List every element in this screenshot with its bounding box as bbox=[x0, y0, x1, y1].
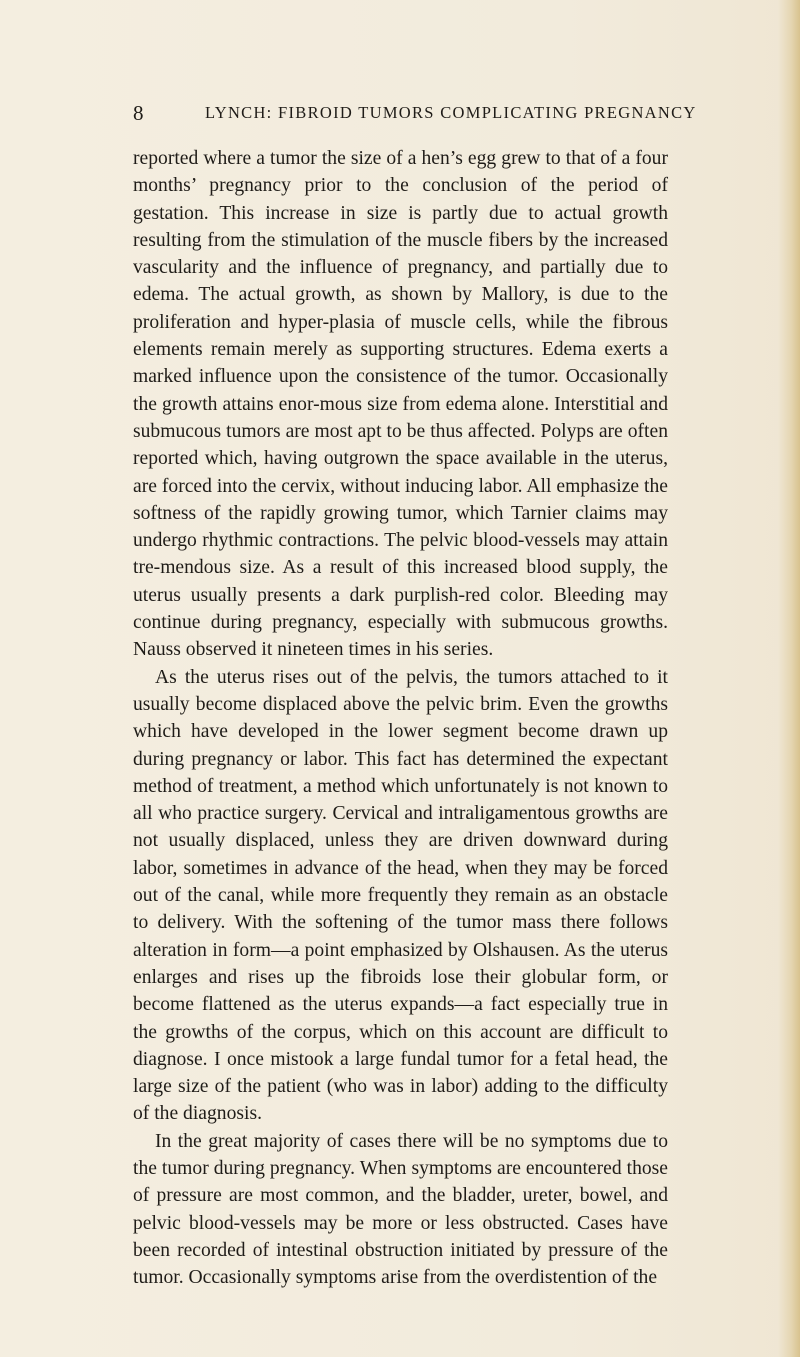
page-header bbox=[133, 101, 697, 131]
paragraph-2: As the uterus rises out of the pelvis, the tumors attached to it usually become displaced above the pelvic brim. Even the growths which have developed in the lower segment become drawn up during pregnancy or labor. This fact has determined the expectant method of treatment, a method which unfortunately is not known to all who practice surgery. Cervical and intraligamentous growths are not usually displaced, unless they are driven downward during labor, sometimes in advance of the head, when they may be forced out of the canal, while more frequently they remain as an obstacle to delivery. With the softening of the tumor mass there follows alteration in form—a point emphasized by Olshausen. As the uterus enlarges and rises up the fibroids lose their globular form, or become flattened as the uterus expands—a fact especially true in the growths of the corpus, which on this account are difficult to diagnose. I once mistook a large fundal tumor for a fetal head, the large size of the patient (who was in labor) adding to the difficulty of the diagnosis. bbox=[133, 666, 668, 1125]
paragraph-1: reported where a tumor the size of a hen’s egg grew to that of a four months’ pregnancy prior to the conclusion of the period of gestation. This increase in size is partly due to actual growth resulting from the stimulation of the muscle fibers by the increased vascularity and the influence of pregnancy, and partially due to edema. The actual growth, as shown by Mallory, is due to the proliferation and hyper-plasia of muscle cells, while the fibrous elements remain merely as supporting structures. Edema exerts a marked influence upon the consistence of the tumor. Occasionally the growth attains enor-mous size from edema alone. Interstitial and submucous tumors are most apt to be thus affected. Polyps are often reported which, having outgrown the space available in the uterus, are forced into the cervix, without inducing labor. All emphasize the softness of the rapidly growing tumor, which Tarnier claims may undergo rhythmic contractions. The pelvic blood-vessels may attain tre-mendous size. As a result of this increased blood supply, the uterus usually presents a dark purplish-red color. Bleeding may continue during pregnancy, especially with submucous growths. Nauss observed it nineteen times in his series. bbox=[133, 148, 668, 661]
body-text bbox=[133, 145, 668, 1291]
running-head: LYNCH: FIBROID TUMORS COMPLICATING PREGNANCY bbox=[205, 103, 697, 122]
page-number: 8 bbox=[133, 101, 144, 125]
paragraph-3: In the great majority of cases there will be no symptoms due to the tumor during pregnancy. When symptoms are encountered those of pressure are most common, and the bladder, ureter, bowel, and pelvic blood-vessels may be more or less obstructed. Cases have been recorded of intestinal obstruction initiated by pressure of the tumor. Occasionally symptoms arise from the overdistention of the bbox=[133, 1130, 668, 1289]
page-edge-shadow bbox=[778, 0, 800, 1357]
